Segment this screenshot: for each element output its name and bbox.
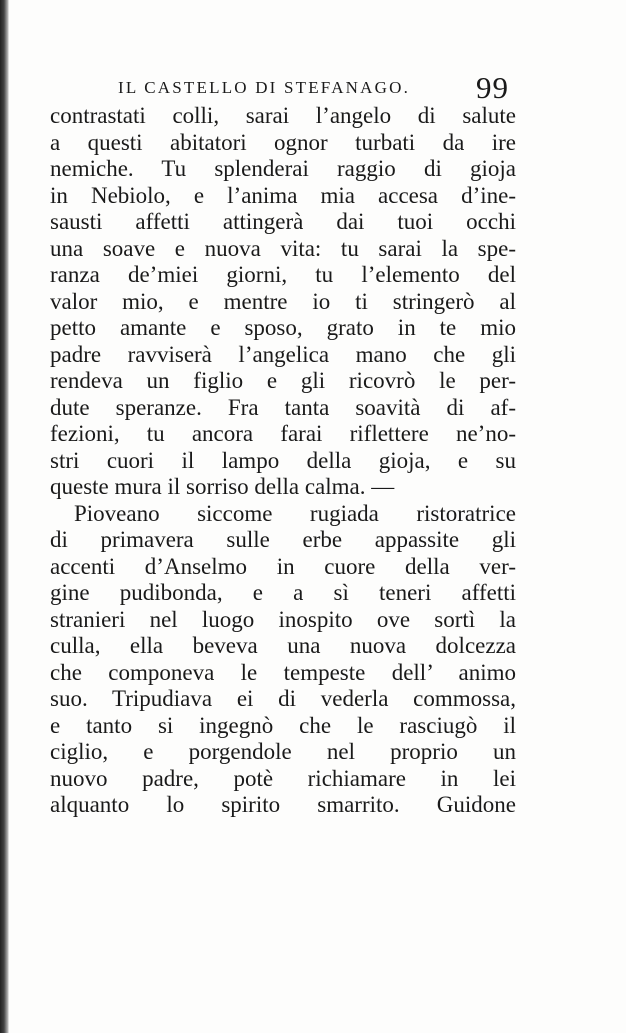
text-line: accenti d’Anselmo in cuore della ver- [50, 553, 516, 579]
text-line: dute speranze. Fra tanta soavità di af- [50, 394, 516, 420]
text-line: stri cuori il lampo della gioja, e su [50, 447, 516, 473]
text-line: suo. Tripudiava ei di vederla commossa, [50, 686, 516, 711]
text-line: una soave e nuova vita: tu sarai la spe- [50, 235, 516, 261]
page-number: 99 [476, 70, 509, 105]
text-line: queste mura il sorriso della calma. — [50, 474, 395, 499]
text-line: e tanto si ingegnò che le rasciugò il [50, 712, 516, 738]
text-line: rendeva un figlio e gli ricovrò le per- [50, 368, 516, 393]
text-line: gine pudibonda, e a sì teneri affetti [50, 580, 516, 605]
text-line: stranieri nel luogo inospito ove sortì la [50, 606, 516, 632]
text-line: petto amante e sposo, grato in te mio [50, 315, 516, 340]
text-line: sausti affetti attingerà dai tuoi occhi [50, 209, 516, 234]
text-line: ranza de’miei giorni, tu l’elemento del [50, 262, 516, 287]
page-gutter-shadow [0, 0, 9, 1033]
text-line: in Nebiolo, e l’anima mia accesa d’ine- [50, 182, 516, 208]
text-line: Pioveano siccome rugiada ristoratrice [74, 500, 516, 526]
running-title: IL CASTELLO DI STEFANAGO. [118, 78, 411, 97]
text-line: valor mio, e mentre io ti stringerò al [50, 288, 516, 314]
text-line: nemiche. Tu splenderai raggio di gioja [50, 156, 516, 181]
text-line: nuovo padre, potè richiamare in lei [50, 765, 516, 791]
text-line: che componeva le tempeste dell’ animo [50, 659, 516, 685]
text-line: di primavera sulle erbe appassite gli [50, 527, 516, 552]
text-line: padre ravviserà l’angelica mano che gli [50, 341, 516, 367]
text-line: fezioni, tu ancora farai riflettere ne’no- [50, 421, 516, 446]
text-line: contrastati colli, sarai l’angelo di salute [50, 103, 516, 128]
body-text [50, 103, 516, 819]
text-line: ciglio, e porgendole nel proprio un [50, 739, 516, 764]
text-line: culla, ella beveva una nuova dolcezza [50, 633, 516, 658]
text-line: a questi abitatori ognor turbati da ire [50, 129, 516, 155]
text-line: alquanto lo spirito smarrito. Guidone [50, 792, 516, 817]
